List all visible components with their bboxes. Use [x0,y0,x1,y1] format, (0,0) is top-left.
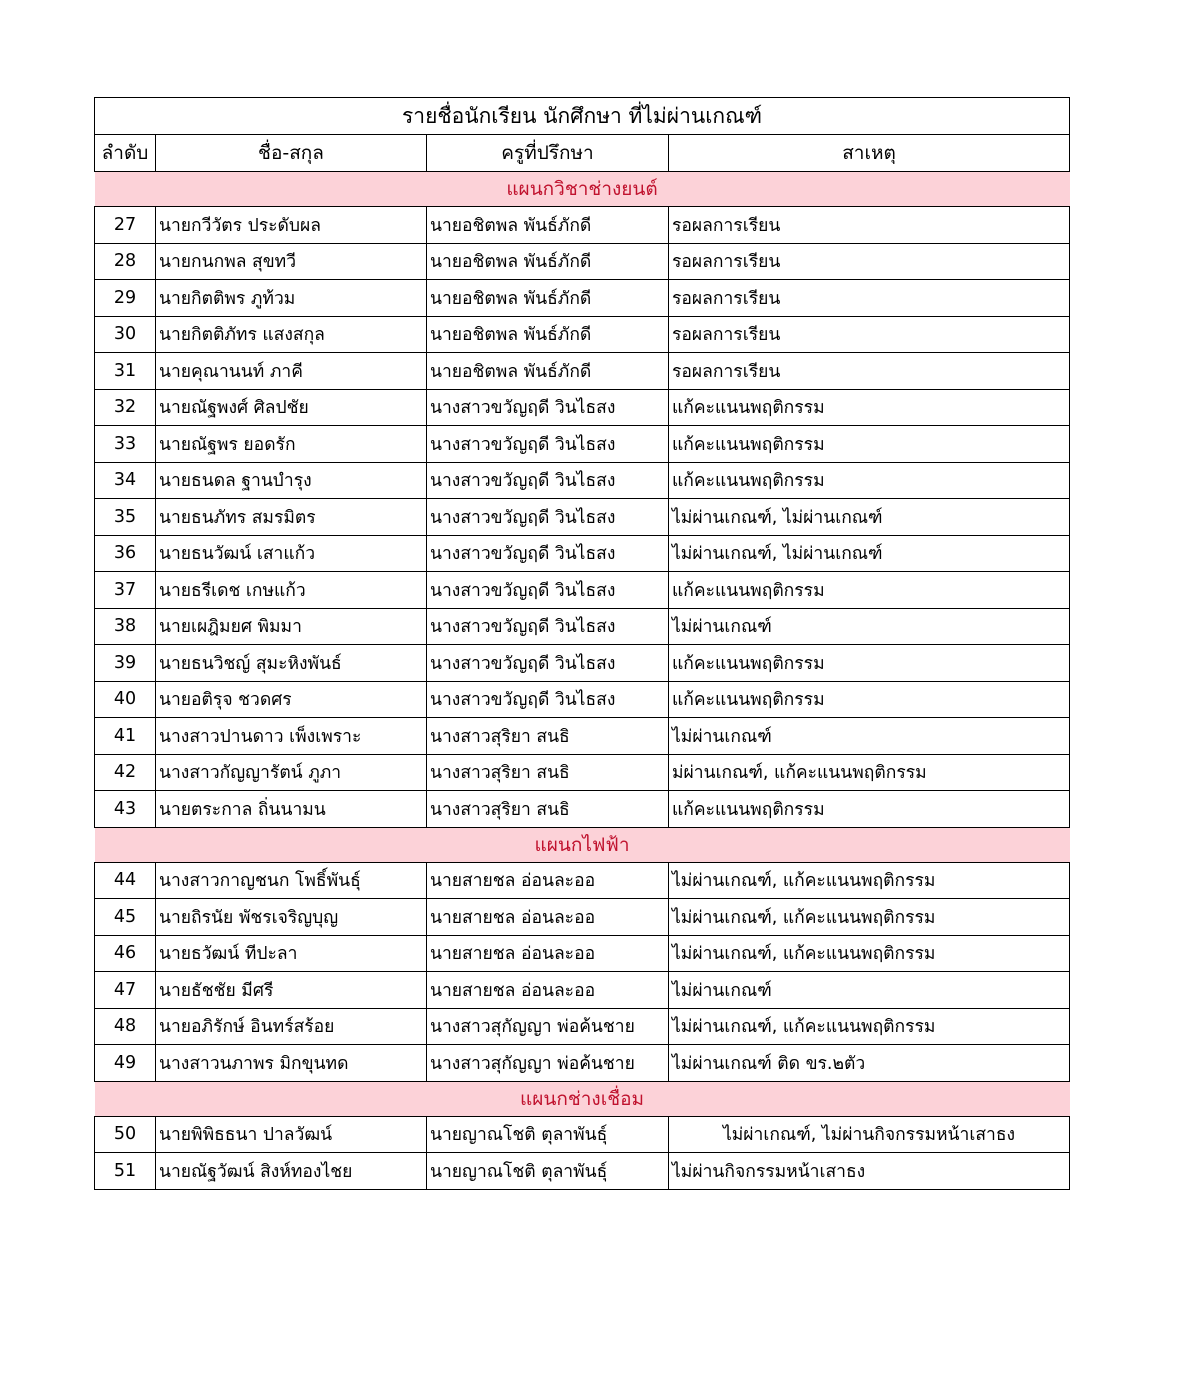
column-header-name: ชื่อ-สกุล [156,135,427,172]
table-row [95,608,1070,645]
cell-reason: ไม่ผ่าเกณฑ์, ไม่ผ่านกิจกรรมหน้าเสาธง [669,1116,1070,1153]
cell-reason: แก้คะแนนพฤติกรรม [669,791,1070,828]
cell-reason: ไม่ผ่านเกณฑ์, แก้คะแนนพฤติกรรม [669,1008,1070,1045]
table-row [95,645,1070,682]
cell-student-name: นางสาวกาญชนก โพธิ์พันธุ์ [156,862,427,899]
cell-advisor: นายสายชล อ่อนละออ [427,972,669,1009]
section-row [95,172,1070,207]
table-row [95,972,1070,1009]
title-row [95,98,1070,135]
table-row [95,1153,1070,1190]
cell-advisor: นางสาวสุกัญญา พ่อค้นชาย [427,1045,669,1082]
cell-number: 28 [95,243,156,280]
cell-number: 37 [95,572,156,609]
cell-number: 34 [95,462,156,499]
cell-advisor: นายอชิตพล พันธ์ภักดี [427,316,669,353]
cell-reason: แก้คะแนนพฤติกรรม [669,426,1070,463]
table-row [95,754,1070,791]
cell-reason: ไม่ผ่านเกณฑ์ [669,972,1070,1009]
cell-advisor: นางสาวขวัญฤดี วินไธสง [427,426,669,463]
cell-number: 48 [95,1008,156,1045]
column-header-no: ลำดับ [95,135,156,172]
cell-number: 43 [95,791,156,828]
table-row [95,1045,1070,1082]
cell-student-name: นายธวัฒน์ ทีปะลา [156,935,427,972]
section-title: แผนกไฟฟ้า [95,827,1070,862]
cell-reason: ไม่ผ่านกิจกรรมหน้าเสาธง [669,1153,1070,1190]
cell-advisor: นางสาวขวัญฤดี วินไธสง [427,608,669,645]
cell-student-name: นายพิพิธธนา ปาลวัฒน์ [156,1116,427,1153]
cell-number: 50 [95,1116,156,1153]
cell-advisor: นายญาณโชติ ตุลาพันธุ์ [427,1116,669,1153]
cell-student-name: นายเผฎิมยศ พิมมา [156,608,427,645]
cell-advisor: นายญาณโชติ ตุลาพันธุ์ [427,1153,669,1190]
table-body [95,172,1070,1190]
cell-advisor: นายสายชล อ่อนละออ [427,899,669,936]
cell-number: 44 [95,862,156,899]
cell-advisor: นายสายชล อ่อนละออ [427,862,669,899]
cell-advisor: นายอชิตพล พันธ์ภักดี [427,280,669,317]
cell-student-name: นายณัฐวัฒน์ สิงห์ทองไชย [156,1153,427,1190]
table-row [95,899,1070,936]
cell-number: 49 [95,1045,156,1082]
cell-number: 47 [95,972,156,1009]
cell-reason: ไม่ผ่านเกณฑ์, ไม่ผ่านเกณฑ์ [669,499,1070,536]
column-header-reason: สาเหตุ [669,135,1070,172]
table-row [95,718,1070,755]
table-row [95,1008,1070,1045]
cell-student-name: นายอติรุจ ชวดศร [156,681,427,718]
cell-student-name: นายกิตติภัทร แสงสกุล [156,316,427,353]
cell-reason: แก้คะแนนพฤติกรรม [669,645,1070,682]
cell-number: 51 [95,1153,156,1190]
cell-reason: รอผลการเรียน [669,280,1070,317]
cell-number: 45 [95,899,156,936]
cell-student-name: นายตระกาล ถิ่นนามน [156,791,427,828]
cell-number: 36 [95,535,156,572]
cell-number: 38 [95,608,156,645]
cell-advisor: นางสาวขวัญฤดี วินไธสง [427,462,669,499]
table-row [95,353,1070,390]
cell-advisor: นางสาวสุริยา สนธิ [427,791,669,828]
cell-advisor: นางสาวขวัญฤดี วินไธสง [427,681,669,718]
cell-advisor: นายอชิตพล พันธ์ภักดี [427,353,669,390]
table-row [95,426,1070,463]
table-row [95,1116,1070,1153]
cell-student-name: นายถิรนัย พัชรเจริญบุญ [156,899,427,936]
cell-student-name: นายธนวัฒน์ เสาแก้ว [156,535,427,572]
cell-reason: ไม่ผ่านเกณฑ์ ติด ขร.๒ตัว [669,1045,1070,1082]
cell-student-name: นายธนวิชญ์ สุมะหิงพันธ์ [156,645,427,682]
section-title: แผนกวิชาช่างยนต์ [95,172,1070,207]
cell-student-name: นายณัฐพงศ์ ศิลปชัย [156,389,427,426]
table-row [95,280,1070,317]
cell-reason: รอผลการเรียน [669,353,1070,390]
section-title: แผนกช่างเชื่อม [95,1081,1070,1116]
cell-student-name: นางสาวกัญญารัตน์ ภูภา [156,754,427,791]
cell-number: 41 [95,718,156,755]
cell-student-name: นายณัฐพร ยอดรัก [156,426,427,463]
cell-reason: ไม่ผ่านเกณฑ์, ไม่ผ่านเกณฑ์ [669,535,1070,572]
table-row [95,572,1070,609]
table-row [95,862,1070,899]
cell-student-name: นายธรีเดช เกษแก้ว [156,572,427,609]
cell-advisor: นางสาวสุริยา สนธิ [427,754,669,791]
cell-number: 42 [95,754,156,791]
cell-number: 32 [95,389,156,426]
cell-advisor: นายอชิตพล พันธ์ภักดี [427,243,669,280]
cell-reason: แก้คะแนนพฤติกรรม [669,681,1070,718]
section-row [95,827,1070,862]
cell-reason: รอผลการเรียน [669,207,1070,244]
table-row [95,462,1070,499]
cell-advisor: นายอชิตพล พันธ์ภักดี [427,207,669,244]
cell-reason: ไม่ผ่านเกณฑ์, แก้คะแนนพฤติกรรม [669,899,1070,936]
cell-reason: ไม่ผ่านเกณฑ์ [669,718,1070,755]
cell-student-name: นางสาวนภาพร มิกขุนทด [156,1045,427,1082]
cell-reason: รอผลการเรียน [669,243,1070,280]
table-row [95,207,1070,244]
table-row [95,791,1070,828]
cell-student-name: นางสาวปานดาว เพ็งเพราะ [156,718,427,755]
cell-reason: แก้คะแนนพฤติกรรม [669,389,1070,426]
table-row [95,681,1070,718]
cell-student-name: นายกิตติพร ภูท้วม [156,280,427,317]
cell-student-name: นายธนภัทร สมรมิตร [156,499,427,536]
cell-reason: แก้คะแนนพฤติกรรม [669,462,1070,499]
cell-number: 31 [95,353,156,390]
cell-student-name: นายธนดล ฐานบำรุง [156,462,427,499]
cell-student-name: นายกนกพล สุขทวี [156,243,427,280]
student-list-table [94,97,1070,1190]
cell-reason: แก้คะแนนพฤติกรรม [669,572,1070,609]
table-row [95,935,1070,972]
table-row [95,389,1070,426]
cell-number: 29 [95,280,156,317]
table-row [95,499,1070,536]
cell-number: 33 [95,426,156,463]
cell-reason: ไม่ผ่านเกณฑ์, แก้คะแนนพฤติกรรม [669,862,1070,899]
cell-advisor: นางสาวขวัญฤดี วินไธสง [427,535,669,572]
cell-advisor: นางสาวสุกัญญา พ่อค้นชาย [427,1008,669,1045]
cell-number: 30 [95,316,156,353]
cell-advisor: นางสาวขวัญฤดี วินไธสง [427,572,669,609]
table-row [95,243,1070,280]
cell-reason: ไม่ผ่านเกณฑ์ [669,608,1070,645]
cell-advisor: นางสาวสุริยา สนธิ [427,718,669,755]
table-row [95,316,1070,353]
sheet-title: รายชื่อนักเรียน นักศึกษา ที่ไม่ผ่านเกณฑ์ [95,98,1070,135]
cell-reason: ม่ผ่านเกณฑ์, แก้คะแนนพฤติกรรม [669,754,1070,791]
cell-student-name: นายคุณานนท์ ภาคี [156,353,427,390]
cell-number: 46 [95,935,156,972]
cell-student-name: นายธัชชัย มีศรี [156,972,427,1009]
cell-student-name: นายอภิรักษ์ อินทร์สร้อย [156,1008,427,1045]
cell-advisor: นางสาวขวัญฤดี วินไธสง [427,499,669,536]
cell-advisor: นางสาวขวัญฤดี วินไธสง [427,645,669,682]
header-row [95,135,1070,172]
cell-advisor: นางสาวขวัญฤดี วินไธสง [427,389,669,426]
cell-number: 40 [95,681,156,718]
cell-reason: รอผลการเรียน [669,316,1070,353]
cell-number: 35 [95,499,156,536]
cell-number: 27 [95,207,156,244]
column-header-advisor: ครูที่ปรึกษา [427,135,669,172]
section-row [95,1081,1070,1116]
cell-reason: ไม่ผ่านเกณฑ์, แก้คะแนนพฤติกรรม [669,935,1070,972]
table-row [95,535,1070,572]
cell-student-name: นายกวีวัตร ประดับผล [156,207,427,244]
cell-advisor: นายสายชล อ่อนละออ [427,935,669,972]
cell-number: 39 [95,645,156,682]
